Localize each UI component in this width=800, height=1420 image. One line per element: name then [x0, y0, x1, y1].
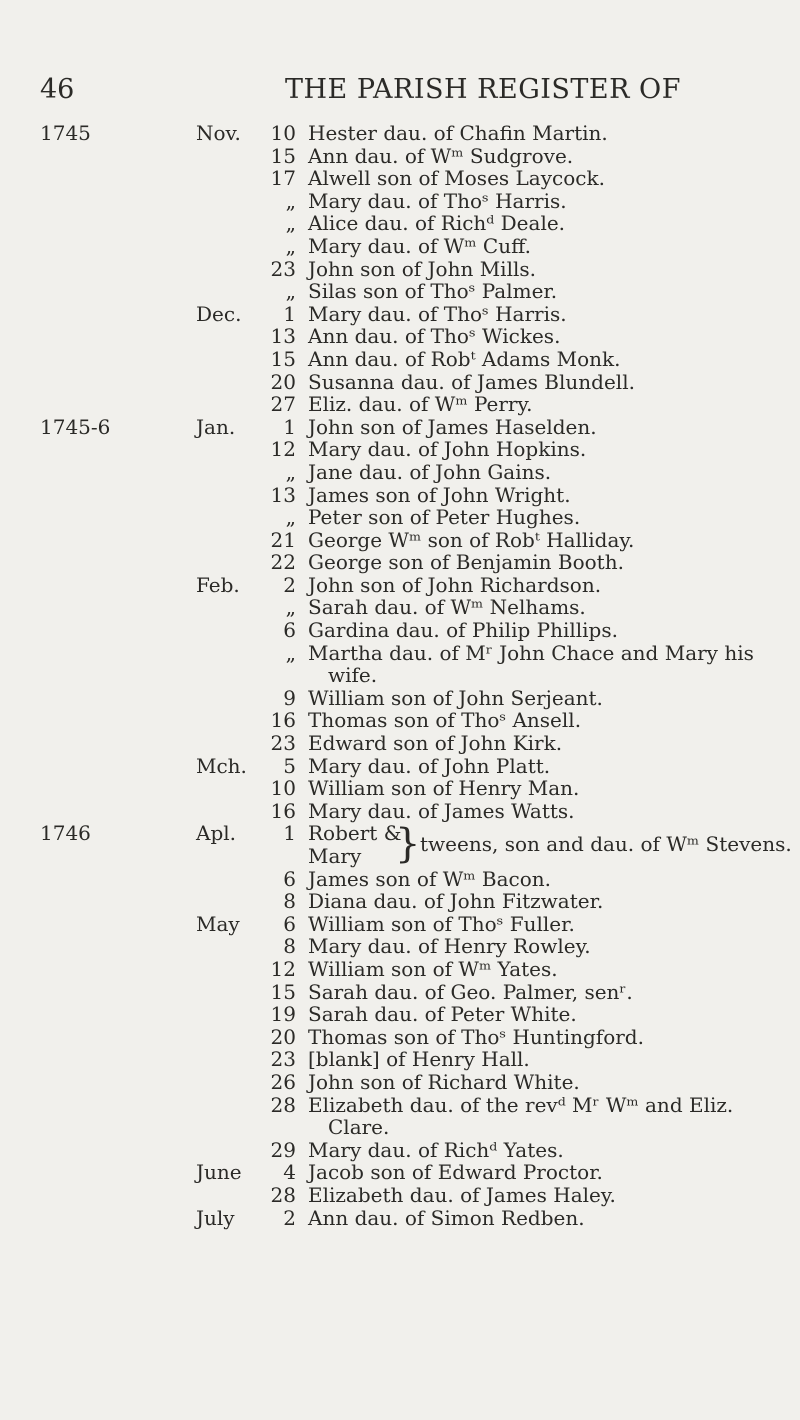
entry-day: 28 [270, 1092, 296, 1117]
register-entry [0, 755, 800, 778]
entry-day: „ [285, 188, 296, 213]
entry-text: Gardina dau. of Philip Phillips. [308, 618, 618, 643]
page-number: 46 [40, 74, 75, 105]
entry-text-block [308, 777, 579, 800]
entry-day: 12 [270, 437, 296, 462]
entry-month: Nov. [196, 121, 241, 145]
entry-text: John son of John Richardson. [308, 572, 602, 597]
entry-month: Mch. [196, 753, 247, 778]
register-entry [0, 709, 800, 732]
register-entry [0, 416, 800, 439]
entry-text: Sarah dau. of Peter White. [308, 1002, 577, 1027]
entry-text-block [308, 325, 560, 348]
entry-text: Mary dau. of Richᵈ Yates. [308, 1137, 564, 1162]
entry-day: 29 [270, 1137, 296, 1162]
entry-day: 28 [270, 1182, 296, 1207]
entry-text-block [308, 732, 562, 755]
register-entry [0, 800, 800, 823]
entry-text-block [308, 574, 601, 597]
entry-text: Thomas son of Thoˢ Ansell. [308, 708, 582, 733]
page-header [0, 74, 800, 114]
register-entry [0, 1026, 800, 1049]
entry-text: [blank] of Henry Hall. [308, 1047, 530, 1072]
entry-text: Diana dau. of John Fitzwater. [308, 889, 604, 914]
register-entry [0, 167, 800, 190]
entry-text-block [308, 145, 573, 168]
entry-year: 1746 [40, 821, 91, 846]
entry-text: Mary dau. of John Platt. [308, 753, 551, 778]
entry-text-block [308, 1161, 603, 1184]
entry-year: 1745 [40, 121, 91, 145]
entry-day: 6 [283, 911, 296, 936]
entry-day: 2 [283, 1205, 296, 1230]
register-entry [0, 393, 800, 416]
brace-mark: } [395, 821, 421, 868]
entry-month: Dec. [196, 301, 242, 326]
register-entry [0, 529, 800, 552]
entry-text: Alice dau. of Richᵈ Deale. [308, 211, 566, 236]
entry-day: 9 [283, 685, 296, 710]
entry-text: Susanna dau. of James Blundell. [308, 369, 635, 394]
running-title: THE PARISH REGISTER OF [285, 74, 681, 105]
entry-text-block [308, 709, 581, 732]
entry-text: Mary dau. of James Watts. [308, 798, 575, 823]
entry-day: 16 [270, 798, 296, 823]
entry-text-block [308, 935, 591, 958]
entry-text-continued: Clare. [328, 1115, 390, 1140]
entry-day: „ [285, 640, 296, 665]
entry-text: William son of Henry Man. [308, 776, 580, 801]
entry-text-block [308, 1048, 530, 1071]
entry-day: 15 [270, 979, 296, 1004]
entry-day: „ [285, 595, 296, 620]
entry-text-block [308, 122, 608, 145]
entry-text: Silas son of Thoˢ Palmer. [308, 279, 558, 304]
register-entry [0, 1139, 800, 1162]
register-entry [0, 913, 800, 936]
entry-text-block [308, 258, 536, 281]
entry-text: Hester dau. of Chafin Martin. [308, 121, 608, 145]
entry-month: July [196, 1205, 235, 1230]
register-entry [0, 574, 800, 597]
register-entry [0, 958, 800, 981]
entry-text: George Wᵐ son of Robᵗ Halliday. [308, 527, 635, 552]
entry-day: 27 [270, 392, 296, 417]
entry-month: June [196, 1160, 242, 1185]
entry-text-block [308, 551, 624, 574]
entry-day: „ [285, 211, 296, 236]
entry-day: 1 [283, 301, 296, 326]
entry-day: 6 [283, 866, 296, 891]
entry-text-block [308, 212, 565, 235]
entry-text-block [308, 687, 603, 710]
entry-text: Ann dau. of Wᵐ Sudgrove. [308, 143, 574, 168]
register-entries [0, 122, 800, 1229]
register-entry [0, 190, 800, 213]
entry-text: Jacob son of Edward Proctor. [308, 1160, 603, 1185]
entry-text-block [308, 393, 532, 416]
entry-text-block [308, 958, 558, 981]
register-entry [0, 868, 800, 891]
entry-text-block [308, 868, 551, 891]
entry-text: Alwell son of Moses Laycock. [308, 166, 605, 191]
entry-day: 21 [270, 527, 296, 552]
twin-name: Mary [308, 844, 362, 868]
entry-text-block [308, 416, 597, 439]
entry-day: 6 [283, 618, 296, 643]
register-entry [0, 484, 800, 507]
entry-text: John son of John Mills. [308, 256, 536, 281]
register-entry [0, 619, 800, 642]
twin-name: Robert & [308, 821, 402, 846]
register-entry [0, 732, 800, 755]
entry-text-block [308, 1026, 644, 1049]
entry-text: Edward son of John Kirk. [308, 731, 563, 756]
register-entry [0, 258, 800, 281]
entry-month: May [196, 911, 240, 936]
entry-day: 5 [283, 753, 296, 778]
entry-day: 17 [270, 166, 296, 191]
entry-text-block [308, 371, 635, 394]
entry-month: Feb. [196, 572, 240, 597]
entry-month: Jan. [196, 414, 236, 439]
entry-day: 12 [270, 956, 296, 981]
entry-text: Peter son of Peter Hughes. [308, 505, 581, 530]
entry-day: 8 [283, 889, 296, 914]
register-entry [0, 145, 800, 168]
register-entry [0, 777, 800, 800]
entry-text: Mary dau. of Henry Rowley. [308, 934, 591, 959]
register-entry [0, 348, 800, 371]
entry-text-block [308, 190, 567, 213]
entry-day: 10 [270, 776, 296, 801]
entry-day: 16 [270, 708, 296, 733]
entry-text: Sarah dau. of Wᵐ Nelhams. [308, 595, 586, 620]
register-entry [0, 212, 800, 235]
register-entry [0, 935, 800, 958]
entry-text-block [308, 484, 571, 507]
entry-text-block [308, 506, 580, 529]
entry-day: 4 [283, 1160, 296, 1185]
entry-text: Mary dau. of John Hopkins. [308, 437, 587, 462]
register-entry [0, 642, 800, 687]
entry-day: 13 [270, 482, 296, 507]
register-entry [0, 1094, 800, 1139]
entry-day: 10 [270, 121, 296, 145]
entry-text: William son of Wᵐ Yates. [308, 956, 558, 981]
entry-text: Ann dau. of Thoˢ Wickes. [308, 324, 561, 349]
entry-day: 26 [270, 1069, 296, 1094]
entry-text-block [308, 890, 603, 913]
entry-day: „ [285, 279, 296, 304]
entry-day: „ [285, 233, 296, 258]
register-entry [0, 687, 800, 710]
entry-text-block [308, 981, 633, 1004]
entry-text: George son of Benjamin Booth. [308, 550, 624, 575]
entry-text-block [308, 619, 618, 642]
entry-text-block [308, 167, 605, 190]
entry-text: James son of John Wright. [308, 482, 571, 507]
entry-text: Ann dau. of Robᵗ Adams Monk. [308, 346, 621, 371]
register-entry [0, 235, 800, 258]
entry-text: Mary dau. of Thoˢ Harris. [308, 188, 567, 213]
entry-text: Jane dau. of John Gains. [308, 459, 552, 484]
entry-text-continued: wife. [328, 663, 378, 688]
entry-text-block [308, 348, 621, 371]
entry-text-block [308, 642, 778, 687]
entry-text-block [308, 800, 575, 823]
register-entry [0, 461, 800, 484]
entry-day: „ [285, 459, 296, 484]
register-entry [0, 596, 800, 619]
entry-text: Eliz. dau. of Wᵐ Perry. [308, 392, 533, 417]
entry-text: Thomas son of Thoˢ Huntingford. [308, 1024, 644, 1049]
entry-text: Mary dau. of Wᵐ Cuff. [308, 233, 531, 258]
entry-text: Sarah dau. of Geo. Palmer, senʳ. [308, 979, 633, 1004]
entry-day: 15 [270, 143, 296, 168]
register-entry [0, 438, 800, 461]
entry-day: 20 [270, 369, 296, 394]
entry-text: James son of Wᵐ Bacon. [308, 866, 551, 891]
register-entry [0, 1048, 800, 1071]
entry-text-block [308, 303, 567, 326]
entry-text-block [308, 1139, 564, 1162]
register-entry [0, 890, 800, 913]
register-entry [0, 822, 800, 867]
entry-text-block [308, 1184, 616, 1207]
entry-text: tweens, son and dau. of Wᵐ Stevens. [420, 832, 792, 857]
entry-text-block [308, 1207, 585, 1230]
entry-day: 19 [270, 1002, 296, 1027]
register-entry [0, 371, 800, 394]
register-entry [0, 1184, 800, 1207]
entry-day: 22 [270, 550, 296, 575]
register-entry [0, 551, 800, 574]
entry-text-block [308, 1003, 577, 1026]
register-entry [0, 303, 800, 326]
entry-day: 20 [270, 1024, 296, 1049]
entry-text-block [308, 280, 557, 303]
entry-text-block [308, 529, 634, 552]
entry-day: 23 [270, 1047, 296, 1072]
entry-text-block [308, 235, 531, 258]
entry-text: William son of John Serjeant. [308, 685, 603, 710]
entry-day: 2 [283, 572, 296, 597]
register-entry [0, 280, 800, 303]
twin-names [308, 822, 402, 867]
entry-day: 23 [270, 256, 296, 281]
entry-day: „ [285, 505, 296, 530]
entry-month: Apl. [196, 821, 236, 846]
entry-text: Elizabeth dau. of the revᵈ Mʳ Wᵐ and Eliz. [308, 1092, 734, 1117]
entry-day: 15 [270, 346, 296, 371]
register-entry [0, 1161, 800, 1184]
entry-day: 1 [283, 821, 296, 846]
entry-day: 8 [283, 934, 296, 959]
entry-text: Ann dau. of Simon Redben. [308, 1205, 585, 1230]
entry-text-block [308, 596, 586, 619]
register-entry [0, 1071, 800, 1094]
register-entry [0, 325, 800, 348]
entry-text: Mary dau. of Thoˢ Harris. [308, 301, 567, 326]
entry-text: John son of James Haselden. [308, 414, 597, 439]
entry-text: Martha dau. of Mʳ John Chace and Mary his [308, 640, 754, 665]
entry-year: 1745-6 [40, 414, 111, 439]
entry-day: 1 [283, 414, 296, 439]
entry-day: 13 [270, 324, 296, 349]
entry-text-block [308, 913, 575, 936]
entry-text-block [308, 755, 550, 778]
register-entry [0, 122, 800, 145]
entry-text: William son of Thoˢ Fuller. [308, 911, 575, 936]
register-entry [0, 506, 800, 529]
entry-text-block [308, 461, 551, 484]
register-entry [0, 981, 800, 1004]
register-entry [0, 1207, 800, 1230]
entry-day: 23 [270, 731, 296, 756]
entry-text-block [308, 438, 586, 461]
entry-text: Elizabeth dau. of James Haley. [308, 1182, 616, 1207]
register-entry [0, 1003, 800, 1026]
entry-text: John son of Richard White. [308, 1069, 580, 1094]
entry-text-block [308, 1094, 778, 1139]
entry-text-block [308, 1071, 580, 1094]
